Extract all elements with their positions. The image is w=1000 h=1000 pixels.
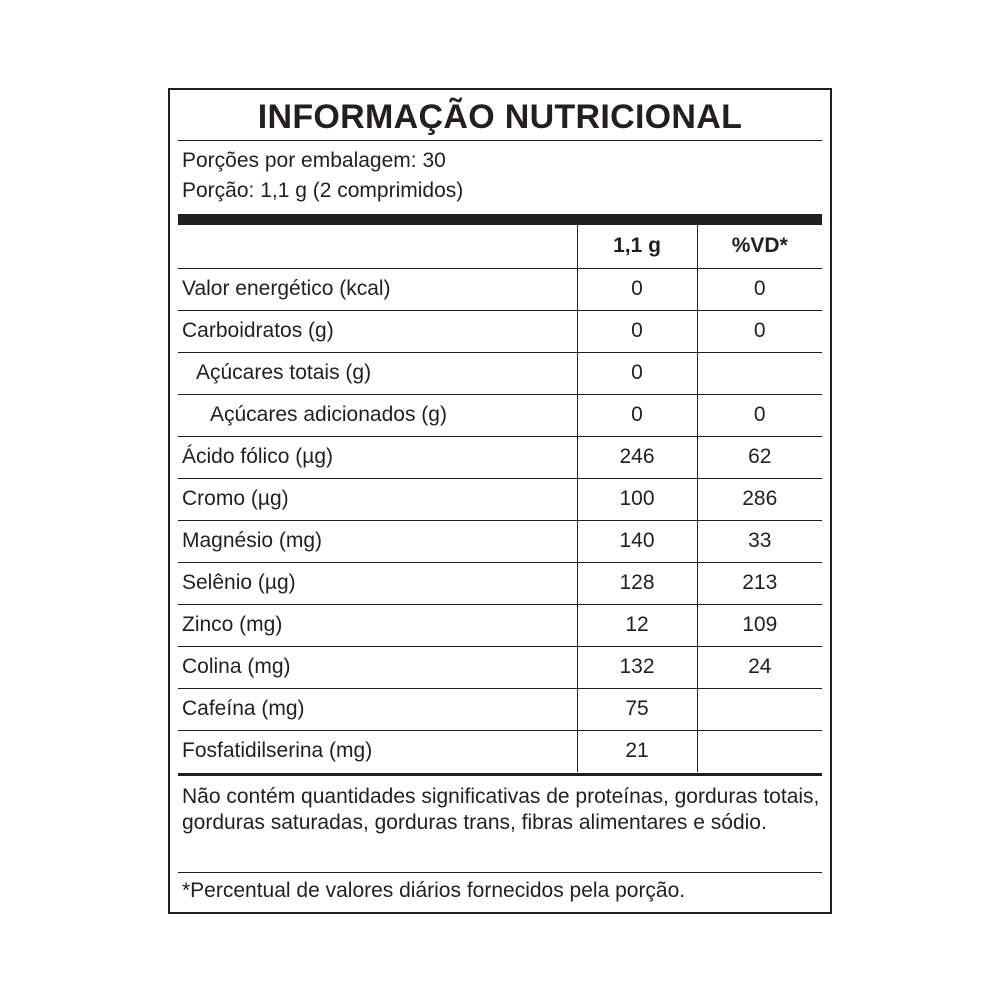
table-row — [178, 520, 822, 562]
nutrient-name: Magnésio (mg) — [178, 520, 577, 562]
table-row — [178, 394, 822, 436]
nutrition-label — [168, 88, 832, 914]
nutrient-vd: 62 — [697, 436, 822, 478]
header-nutrient — [178, 225, 577, 268]
table-row — [178, 436, 822, 478]
nutrient-vd: 24 — [697, 646, 822, 688]
nutrient-amount: 246 — [577, 436, 697, 478]
nutrient-vd — [697, 688, 822, 730]
nutrient-amount: 12 — [577, 604, 697, 646]
thick-divider — [178, 214, 822, 225]
nutrient-name: Cromo (µg) — [178, 478, 577, 520]
nutrient-name: Fosfatidilserina (mg) — [182, 739, 373, 763]
nutrient-vd: 33 — [697, 520, 822, 562]
nutrient-name: Valor energético (kcal) — [178, 268, 577, 310]
portion-size: Porção: 1,1 g (2 comprimidos) — [182, 179, 464, 202]
nutrient-vd: 109 — [697, 604, 822, 646]
nutrient-vd: 213 — [697, 562, 822, 604]
nutrient-amount: 21 — [577, 730, 697, 772]
table-row — [178, 688, 822, 730]
nutrient-amount: 128 — [577, 562, 697, 604]
nutrient-name: Açúcares adicionados (g) — [178, 394, 577, 436]
nutrient-amount: 100 — [577, 478, 697, 520]
header-vd: %VD* — [697, 225, 822, 268]
table-row — [178, 730, 822, 772]
nutrient-name: Carboidratos (g) — [178, 310, 577, 352]
label-title: INFORMAÇÃO NUTRICIONAL — [257, 98, 743, 136]
nutrient-amount: 75 — [577, 688, 697, 730]
nutrient-amount: 0 — [577, 394, 697, 436]
table-row — [178, 478, 822, 520]
table-row — [178, 310, 822, 352]
nutrient-vd: 286 — [697, 478, 822, 520]
servings-per-package: Porções por embalagem: 30 — [182, 149, 446, 172]
nutrient-vd: 0 — [697, 268, 822, 310]
nutrient-vd: 0 — [697, 394, 822, 436]
nutrient-amount: 0 — [577, 268, 697, 310]
table-header-row — [178, 225, 822, 268]
vd-footnote: *Percentual de valores diários fornecidos pela porção. — [182, 879, 686, 902]
nutrient-vd — [697, 730, 822, 772]
nutrient-vd — [697, 352, 822, 394]
footnote-divider — [178, 872, 822, 873]
nutrient-name: Açúcares totais (g) — [178, 352, 577, 394]
nutrient-name: Colina (mg) — [178, 646, 577, 688]
nutrient-vd: 0 — [697, 310, 822, 352]
nutrient-amount: 0 — [577, 352, 697, 394]
header-amount: 1,1 g — [577, 225, 697, 268]
nutrient-amount: 132 — [577, 646, 697, 688]
title-divider — [178, 140, 822, 141]
footnote-not-significant: Não contém quantidades significativas de proteínas, gorduras totais, gorduras saturadas, gorduras trans, fibras alimentares e sódio. — [182, 785, 820, 834]
table-row — [178, 268, 822, 310]
nutrient-name: Selênio (µg) — [178, 562, 577, 604]
table-row — [178, 604, 822, 646]
nutrient-name: Cafeína (mg) — [178, 688, 577, 730]
nutrient-amount: 0 — [577, 310, 697, 352]
table-row — [178, 646, 822, 688]
table-row — [178, 352, 822, 394]
nutrient-name: Ácido fólico (µg) — [178, 436, 577, 478]
nutrient-amount: 140 — [577, 520, 697, 562]
table-bottom-divider — [178, 773, 822, 776]
nutrition-table — [178, 225, 822, 772]
nutrient-name: Zinco (mg) — [178, 604, 577, 646]
table-row — [178, 562, 822, 604]
